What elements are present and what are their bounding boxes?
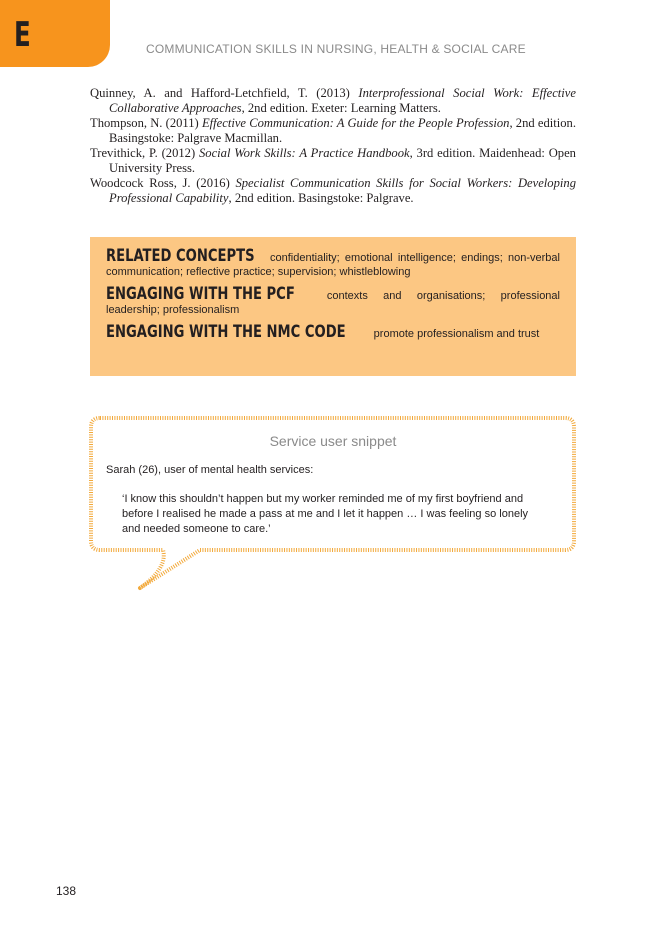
nmc-heading: ENGAGING WITH THE NMC CODE (106, 322, 346, 342)
related-concepts-heading: RELATED CONCEPTS (106, 246, 255, 266)
reference-item: Trevithick, P. (2012) Social Work Skills: A Practice Handbook, 3rd edition. Maidenhead: Open University Press. (90, 146, 576, 175)
pcf-heading: ENGAGING WITH THE PCF (106, 284, 295, 304)
running-head: COMMUNICATION SKILLS IN NURSING, HEALTH & SOCIAL CARE (146, 42, 526, 56)
snippet-quote: ‘I know this shouldn’t happen but my worker reminded me of my first boyfriend and before I realised he made a pass at me and I let it happen … I was feeling so lonely and needed someone to care.’ (122, 493, 529, 535)
related-concepts-text: confidentiality; emotional intelligence; endings; non-verbal communication; reflective practice; supervision; whistleblowing (106, 252, 560, 278)
reference-item: Thompson, N. (2011) Effective Communication: A Guide for the People Profession, 2nd edition. Basingstoke: Palgrave Macmillan. (90, 116, 576, 145)
pcf-text: contexts and organisations; professional leadership; professionalism (106, 290, 560, 316)
nmc-text: promote professionalism and trust (373, 328, 540, 340)
page-number: 138 (56, 884, 77, 898)
reference-item: Quinney, A. and Hafford-Letchfield, T. (2013) Interprofessional Social Work: Effective Collaborative Approaches, 2nd edition. Exeter: Learning Matters. (90, 86, 576, 115)
chapter-letter: E (14, 15, 31, 55)
snippet-title: Service user snippet (269, 433, 397, 449)
reference-item: Woodcock Ross, J. (2016) Specialist Communication Skills for Social Workers: Developing Professional Capability, 2nd edition. Basingstoke: Palgrave. (90, 176, 576, 205)
snippet-intro: Sarah (26), user of mental health services: (106, 464, 314, 476)
